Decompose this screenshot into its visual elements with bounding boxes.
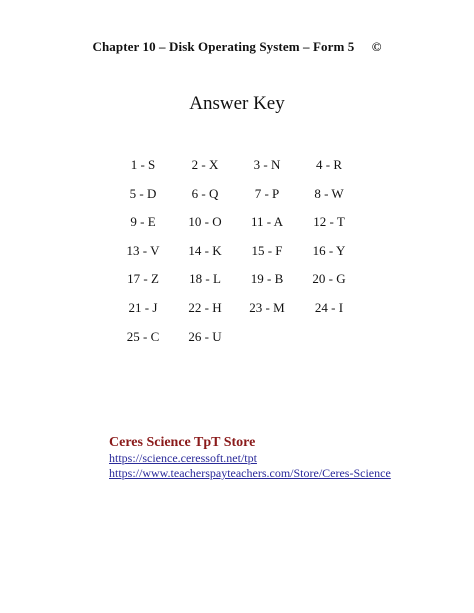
answer-item: 3 - N xyxy=(253,157,281,172)
answer-item: 10 - O xyxy=(188,214,222,230)
answer-item: 20 - G xyxy=(312,271,346,287)
answer-item: 22 - H xyxy=(188,299,222,315)
document-header xyxy=(0,39,474,55)
copyright-symbol: © xyxy=(371,39,382,54)
answer-item: 15 - F xyxy=(251,242,283,258)
answer-item: 14 - K xyxy=(188,242,222,258)
answer-item: 1 - S xyxy=(130,157,156,172)
answer-item: 24 - I xyxy=(314,299,344,315)
answer-item: 4 - R xyxy=(316,157,342,172)
answer-item: 11 - A xyxy=(250,214,284,230)
header-text: Chapter 10 – Disk Operating System – Form 5 xyxy=(92,39,355,54)
store-link-science[interactable]: https://science.ceressoft.net/tpt xyxy=(109,451,257,465)
page-title: Answer Key xyxy=(189,93,285,114)
answer-item: 13 - V xyxy=(126,242,160,258)
answer-item: 18 - L xyxy=(189,271,221,287)
answer-item: 16 - Y xyxy=(312,242,346,258)
answer-grid xyxy=(112,157,372,357)
answer-item: 19 - B xyxy=(250,271,284,287)
answer-item: 21 - J xyxy=(128,299,158,315)
answer-item: 25 - C xyxy=(126,328,160,344)
answer-item: 2 - X xyxy=(191,157,219,172)
answer-item: 12 - T xyxy=(313,214,345,230)
store-link-tpt[interactable]: https://www.teacherspayteachers.com/Store/Ceres-Science xyxy=(109,466,391,480)
answer-item: 6 - Q xyxy=(191,185,219,201)
answer-item: 9 - E xyxy=(130,214,156,230)
store-info xyxy=(109,434,449,481)
answer-item: 5 - D xyxy=(129,185,157,201)
answer-item: 7 - P xyxy=(254,185,280,201)
answer-item: 8 - W xyxy=(314,185,344,201)
answer-item: 26 - U xyxy=(188,328,222,344)
answer-item: 23 - M xyxy=(249,299,285,315)
store-name: Ceres Science TpT Store xyxy=(109,435,256,450)
answer-item: 17 - Z xyxy=(127,271,159,287)
